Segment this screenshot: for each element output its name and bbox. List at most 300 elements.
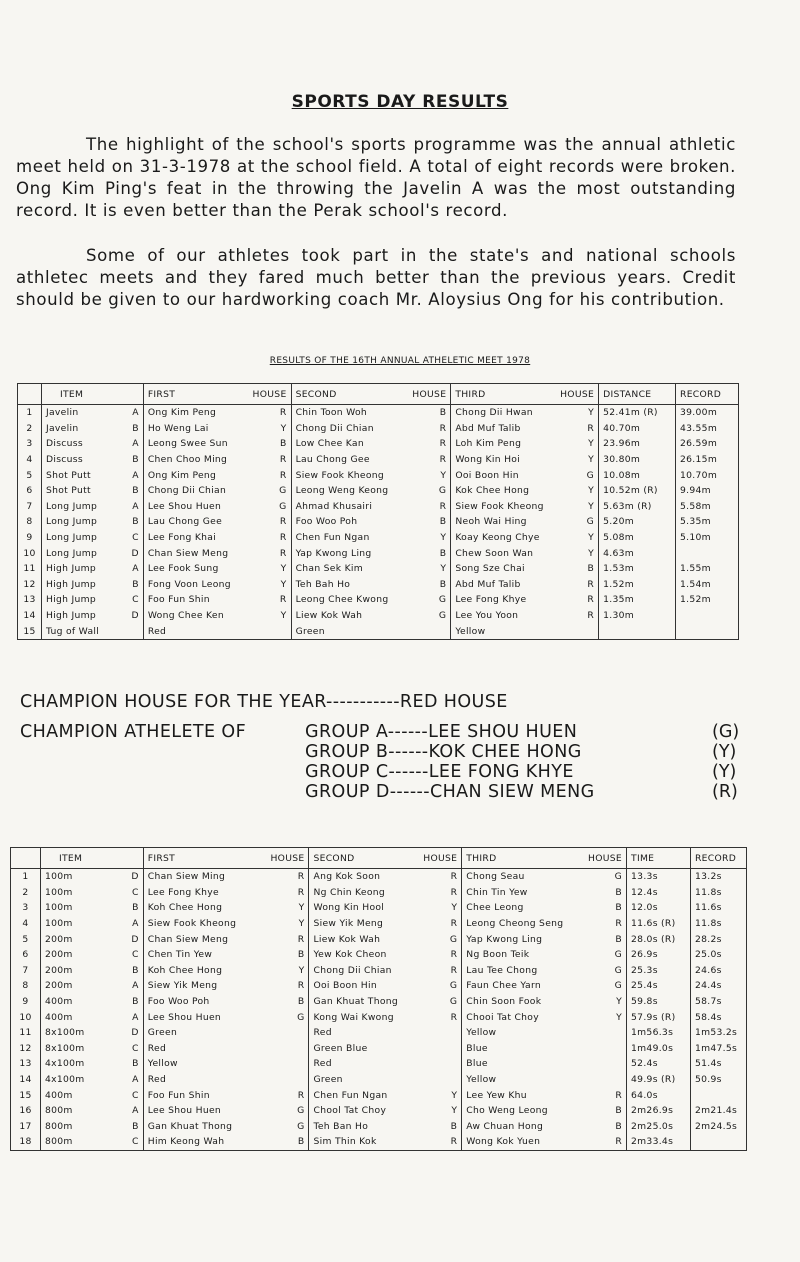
first-place-house: B — [297, 996, 305, 1008]
second-place-house: R — [450, 949, 458, 961]
distance-cell: 10.52m (R) — [599, 483, 676, 499]
row-number: 9 — [18, 530, 42, 546]
event-group: A — [132, 918, 139, 930]
table-row — [18, 608, 739, 624]
distance-cell: 1.30m — [599, 608, 676, 624]
second-place-house: Y — [451, 902, 458, 914]
event-name: 8x100m — [44, 1042, 85, 1054]
first-place-name: Foo Woo Poh — [147, 996, 210, 1008]
second-place-cell — [309, 869, 462, 885]
header-no — [18, 384, 42, 405]
third-place-name: Lau Tee Chong — [466, 964, 538, 976]
first-place-entry — [148, 1074, 305, 1085]
champion-house: CHAMPION HOUSE FOR THE YEAR-----------RED HOUSE — [20, 692, 508, 712]
table-row — [11, 900, 747, 916]
first-place-name: Wong Chee Ken — [147, 610, 224, 622]
table-row — [11, 1025, 747, 1041]
third-place-house: Y — [588, 500, 595, 512]
table-row — [11, 1134, 747, 1150]
second-place-name: Teh Bah Ho — [295, 578, 351, 590]
time-cell: 11.6s (R) — [627, 916, 691, 932]
third-place-entry — [455, 563, 594, 574]
table-row — [18, 577, 739, 593]
distance-cell: 40.70m — [599, 421, 676, 437]
second-place-house: Y — [440, 532, 447, 544]
event-cell — [40, 1009, 143, 1025]
table-row — [18, 530, 739, 546]
first-place-cell — [143, 1025, 309, 1041]
second-place-entry — [296, 579, 447, 590]
event-item — [45, 934, 139, 945]
second-place-name: Liew Kok Wah — [313, 933, 381, 945]
row-number: 8 — [18, 514, 42, 530]
event-cell — [41, 561, 143, 577]
header-first — [143, 384, 291, 405]
event-group: C — [132, 1089, 139, 1101]
table-row — [11, 978, 747, 994]
first-place-entry — [148, 1043, 305, 1054]
third-place-entry — [466, 1105, 622, 1116]
table-header-row — [18, 384, 739, 405]
second-place-entry — [296, 438, 447, 449]
row-number: 17 — [11, 1119, 41, 1135]
second-place-name: Ahmad Khusairi — [295, 500, 373, 512]
event-name: 800m — [44, 1120, 73, 1132]
table-row — [18, 467, 739, 483]
event-group: A — [132, 438, 139, 450]
event-name: High Jump — [45, 563, 97, 575]
first-place-entry — [148, 1136, 305, 1147]
track-events-table — [10, 847, 747, 1151]
record-cell: 2m24.5s — [690, 1119, 746, 1135]
third-place-name: Ooi Boon Hin — [455, 469, 519, 481]
event-item — [46, 470, 139, 481]
record-cell: 24.6s — [690, 963, 746, 979]
third-place-name: Yap Kwong Ling — [466, 933, 543, 945]
distance-cell: 5.63m (R) — [599, 499, 676, 515]
event-item — [45, 1136, 139, 1147]
record-cell: 1m53.2s — [690, 1025, 746, 1041]
third-place-entry — [455, 454, 594, 465]
second-place-cell — [291, 436, 451, 452]
first-place-cell — [143, 1009, 309, 1025]
first-place-cell — [143, 561, 291, 577]
second-place-house: R — [439, 438, 447, 450]
first-place-house: B — [297, 949, 305, 961]
third-place-cell — [451, 530, 599, 546]
second-place-name: Leong Weng Keong — [295, 485, 389, 497]
third-place-cell — [462, 1119, 627, 1135]
second-place-name: Leong Chee Kwong — [295, 594, 389, 606]
event-cell — [40, 869, 143, 885]
first-place-entry — [148, 1090, 305, 1101]
time-cell: 12.4s — [627, 885, 691, 901]
second-place-name: Yap Kwong Ling — [295, 547, 372, 559]
second-place-cell — [309, 978, 462, 994]
event-name: 200m — [44, 964, 73, 976]
second-place-entry — [313, 1043, 457, 1054]
second-place-cell — [309, 1056, 462, 1072]
event-item — [46, 407, 139, 418]
intro-paragraph: The highlight of the school's sports programme was the annual athletic meet held on 31-3-1978 at the school field. A total of eight records were broken. Ong Kim Ping's feat in the throwing the Javelin A was the most outstanding record. It is even better than the Perak school's record. — [16, 135, 736, 220]
third-place-name: Faun Chee Yarn — [466, 980, 541, 992]
third-place-house: Y — [588, 532, 595, 544]
time-cell: 1m49.0s — [627, 1041, 691, 1057]
time-cell: 2m26.9s — [627, 1103, 691, 1119]
third-place-entry — [466, 1074, 622, 1085]
second-place-name: Green — [313, 1074, 343, 1086]
third-place-entry — [466, 1090, 622, 1101]
table-row — [11, 947, 747, 963]
first-place-house: G — [297, 1105, 305, 1117]
first-place-house: G — [279, 485, 287, 497]
event-item — [46, 579, 139, 590]
second-place-cell — [309, 1103, 462, 1119]
row-number: 14 — [11, 1072, 41, 1088]
third-place-house: R — [615, 1089, 623, 1101]
third-place-name: Abd Muf Talib — [455, 578, 521, 590]
third-place-cell — [462, 1009, 627, 1025]
first-place-house: B — [279, 438, 287, 450]
first-place-name: Fong Voon Leong — [147, 578, 231, 590]
distance-cell: 5.08m — [599, 530, 676, 546]
third-place-house: G — [586, 469, 595, 481]
second-place-house: R — [450, 964, 458, 976]
third-place-entry — [466, 996, 622, 1007]
row-number: 13 — [18, 592, 42, 608]
first-place-house: R — [297, 980, 305, 992]
time-cell: 49.9s (R) — [627, 1072, 691, 1088]
third-place-name: Loh Kim Peng — [455, 438, 522, 450]
table-row — [18, 421, 739, 437]
second-place-house: R — [439, 500, 447, 512]
second-place-entry — [296, 470, 447, 481]
first-place-entry — [148, 1105, 305, 1116]
second-place-name: Liew Kok Wah — [295, 610, 363, 622]
time-cell: 26.9s — [627, 947, 691, 963]
header-third — [462, 848, 627, 869]
record-cell: 5.58m — [676, 499, 739, 515]
first-place-name: Green — [147, 1027, 178, 1039]
second-place-name: Chen Fun Ngan — [313, 1089, 388, 1101]
event-cell — [41, 514, 143, 530]
event-item — [46, 626, 139, 637]
third-place-name: Leong Cheong Seng — [466, 918, 564, 930]
second-place-cell — [309, 1025, 462, 1041]
table-row — [18, 561, 739, 577]
second-place-house: Y — [440, 563, 447, 575]
event-item — [46, 548, 139, 559]
first-place-entry — [148, 965, 305, 976]
first-place-house: Y — [280, 610, 287, 622]
third-place-cell — [462, 978, 627, 994]
third-place-name: Ng Boon Teik — [466, 949, 530, 961]
header-first-label: FIRST — [147, 388, 176, 400]
second-place-name: Gan Khuat Thong — [313, 996, 399, 1008]
second-place-cell — [291, 608, 451, 624]
second-place-entry — [296, 423, 447, 434]
first-place-name: Siew Yik Meng — [147, 980, 218, 992]
second-place-cell — [291, 452, 451, 468]
first-place-entry — [148, 516, 287, 527]
second-place-name: Teh Ban Ho — [313, 1120, 369, 1132]
third-place-name: Chin Tin Yew — [466, 886, 528, 898]
second-place-name: Chong Dii Chian — [295, 422, 374, 434]
third-place-cell — [462, 1041, 627, 1057]
event-cell — [40, 1103, 143, 1119]
first-place-name: Red — [147, 625, 167, 637]
first-place-house: R — [279, 516, 287, 528]
third-place-entry — [466, 918, 622, 929]
third-place-cell — [462, 900, 627, 916]
event-item — [46, 610, 139, 621]
third-place-name: Chooi Tat Choy — [466, 1011, 539, 1023]
event-group: B — [132, 516, 139, 528]
second-place-house: G — [449, 996, 458, 1008]
second-place-entry — [313, 934, 457, 945]
second-place-entry — [296, 454, 447, 465]
first-place-name: Red — [147, 1074, 167, 1086]
event-cell — [41, 405, 143, 421]
record-cell: 10.70m — [676, 467, 739, 483]
second-place-entry — [296, 563, 447, 574]
first-place-name: Chan Siew Meng — [147, 933, 229, 945]
first-place-cell — [143, 452, 291, 468]
first-place-entry — [148, 454, 287, 465]
distance-cell: 52.41m (R) — [599, 405, 676, 421]
row-number: 15 — [18, 623, 42, 639]
field-events-table — [17, 383, 739, 640]
third-place-cell — [451, 452, 599, 468]
first-place-cell — [143, 608, 291, 624]
second-place-entry — [296, 501, 447, 512]
first-place-house: Y — [298, 964, 305, 976]
second-place-entry — [313, 1136, 457, 1147]
table-row — [11, 1072, 747, 1088]
header-house-label: HOUSE — [560, 388, 595, 400]
third-place-house: Y — [588, 547, 595, 559]
first-place-cell — [143, 623, 291, 639]
event-item — [46, 532, 139, 543]
second-place-entry — [313, 1027, 457, 1038]
event-group: A — [132, 500, 139, 512]
table-row — [18, 545, 739, 561]
second-place-name: Red — [313, 1027, 332, 1039]
event-cell — [40, 978, 143, 994]
first-place-house: R — [279, 594, 287, 606]
second-place-entry — [313, 1058, 457, 1069]
row-number: 7 — [18, 499, 42, 515]
first-place-cell — [143, 900, 309, 916]
event-name: Shot Putt — [45, 469, 91, 481]
second-place-entry — [296, 485, 447, 496]
row-number: 6 — [11, 947, 41, 963]
event-cell — [40, 931, 143, 947]
first-place-house: R — [297, 1089, 305, 1101]
third-place-name: Wong Kin Hoi — [455, 454, 521, 466]
header-house-label: HOUSE — [412, 388, 447, 400]
third-place-cell — [451, 545, 599, 561]
event-name: Javelin — [45, 407, 79, 419]
third-place-cell — [462, 1134, 627, 1150]
row-number: 5 — [18, 467, 42, 483]
event-name: 100m — [44, 918, 73, 930]
first-place-cell — [143, 931, 309, 947]
record-cell: 43.55m — [676, 421, 739, 437]
first-place-house: G — [297, 1120, 305, 1132]
second-place-house: R — [439, 454, 447, 466]
second-place-cell — [309, 1072, 462, 1088]
header-record: RECORD — [690, 848, 746, 869]
event-item — [45, 1074, 139, 1085]
third-place-house: G — [614, 949, 623, 961]
first-place-entry — [148, 579, 287, 590]
header-item-label: ITEM — [59, 388, 84, 400]
first-place-entry — [148, 1027, 305, 1038]
row-number: 3 — [11, 900, 41, 916]
event-group: D — [131, 933, 139, 945]
header-item — [40, 848, 143, 869]
second-place-name: Red — [313, 1058, 332, 1070]
third-place-entry — [455, 516, 594, 527]
third-place-house: B — [615, 933, 623, 945]
event-cell — [40, 1041, 143, 1057]
first-place-name: Lee Shou Huen — [147, 1011, 222, 1023]
second-place-house: R — [439, 422, 447, 434]
record-cell: 11.8s — [690, 885, 746, 901]
event-name: High Jump — [45, 578, 97, 590]
third-place-cell — [462, 1056, 627, 1072]
record-cell — [676, 608, 739, 624]
event-item — [45, 902, 139, 913]
row-number: 10 — [11, 1009, 41, 1025]
first-place-house: R — [279, 469, 287, 481]
header-item-label: ITEM — [58, 852, 83, 864]
record-cell: 9.94m — [676, 483, 739, 499]
row-number: 1 — [11, 869, 41, 885]
event-group: B — [132, 422, 139, 434]
event-group: B — [132, 996, 139, 1008]
record-cell: 58.4s — [690, 1009, 746, 1025]
table-row — [11, 994, 747, 1010]
event-group: B — [132, 1058, 139, 1070]
third-place-cell — [451, 483, 599, 499]
second-place-entry — [313, 949, 457, 960]
event-cell — [40, 963, 143, 979]
event-cell — [40, 1056, 143, 1072]
second-place-house: B — [439, 516, 447, 528]
record-cell: 28.2s — [690, 931, 746, 947]
first-place-name: Siew Fook Kheong — [147, 918, 237, 930]
third-place-house: B — [587, 563, 595, 575]
third-place-entry — [466, 887, 622, 898]
third-place-cell — [462, 931, 627, 947]
second-place-cell — [309, 1087, 462, 1103]
first-place-name: Lee Shou Huen — [147, 500, 222, 512]
third-place-name: Chong Seau — [466, 871, 525, 883]
event-item — [45, 949, 139, 960]
record-cell: 13.2s — [690, 869, 746, 885]
champion-group-a-house: (G) — [712, 722, 740, 742]
event-item — [46, 423, 139, 434]
event-item — [45, 871, 139, 882]
second-place-name: Ooi Boon Hin — [313, 980, 377, 992]
event-cell — [40, 900, 143, 916]
table-row — [18, 499, 739, 515]
row-number: 12 — [11, 1041, 41, 1057]
record-cell: 11.8s — [690, 916, 746, 932]
third-place-name: Yellow — [466, 1074, 497, 1086]
time-cell: 52.4s — [627, 1056, 691, 1072]
third-place-name: Koay Keong Chye — [455, 532, 540, 544]
event-group: D — [131, 871, 139, 883]
header-record: RECORD — [676, 384, 739, 405]
third-place-name: Chong Dii Hwan — [455, 407, 533, 419]
champion-group-b-house: (Y) — [712, 742, 737, 762]
event-name: 200m — [44, 980, 73, 992]
first-place-cell — [143, 916, 309, 932]
time-cell: 12.0s — [627, 900, 691, 916]
first-place-cell — [143, 592, 291, 608]
event-name: Javelin — [45, 422, 79, 434]
event-group: B — [132, 964, 139, 976]
first-place-entry — [148, 594, 287, 605]
record-cell: 11.6s — [690, 900, 746, 916]
first-place-cell — [143, 1041, 309, 1057]
event-group: A — [132, 1105, 139, 1117]
first-place-entry — [148, 407, 287, 418]
event-group: B — [132, 1120, 139, 1132]
event-item — [45, 1027, 139, 1038]
event-name: 100m — [44, 871, 73, 883]
header-house-label: HOUSE — [270, 852, 305, 864]
field-events-table-title: RESULTS OF THE 16TH ANNUAL ATHELETIC MEET 1978 — [269, 356, 531, 366]
event-cell — [41, 545, 143, 561]
record-cell: 1m47.5s — [690, 1041, 746, 1057]
third-place-cell — [462, 963, 627, 979]
second-place-cell — [291, 623, 451, 639]
event-group: C — [132, 949, 139, 961]
third-place-house: B — [615, 902, 623, 914]
second-place-cell — [309, 885, 462, 901]
event-group: C — [132, 1042, 139, 1054]
header-third-label: THIRD — [455, 388, 486, 400]
third-place-name: Chin Soon Fook — [466, 996, 542, 1008]
first-place-name: Foo Fun Shin — [147, 594, 210, 606]
event-cell — [40, 885, 143, 901]
second-place-cell — [291, 514, 451, 530]
first-place-cell — [143, 1134, 309, 1150]
second-place-house: B — [439, 578, 447, 590]
event-cell — [40, 1087, 143, 1103]
event-name: 800m — [44, 1136, 73, 1148]
event-item — [46, 485, 139, 496]
event-group: B — [132, 902, 139, 914]
event-name: Discuss — [45, 438, 83, 450]
table-row — [11, 1041, 747, 1057]
second-place-house: Y — [440, 469, 447, 481]
time-cell: 28.0s (R) — [627, 931, 691, 947]
first-place-name: Chen Choo Ming — [147, 454, 228, 466]
table-row — [11, 931, 747, 947]
third-place-entry — [466, 1043, 622, 1054]
row-number: 6 — [18, 483, 42, 499]
first-place-entry — [148, 1012, 305, 1023]
record-cell: 26.15m — [676, 452, 739, 468]
record-cell: 2m21.4s — [690, 1103, 746, 1119]
second-place-cell — [309, 1041, 462, 1057]
second-place-house: G — [438, 610, 447, 622]
